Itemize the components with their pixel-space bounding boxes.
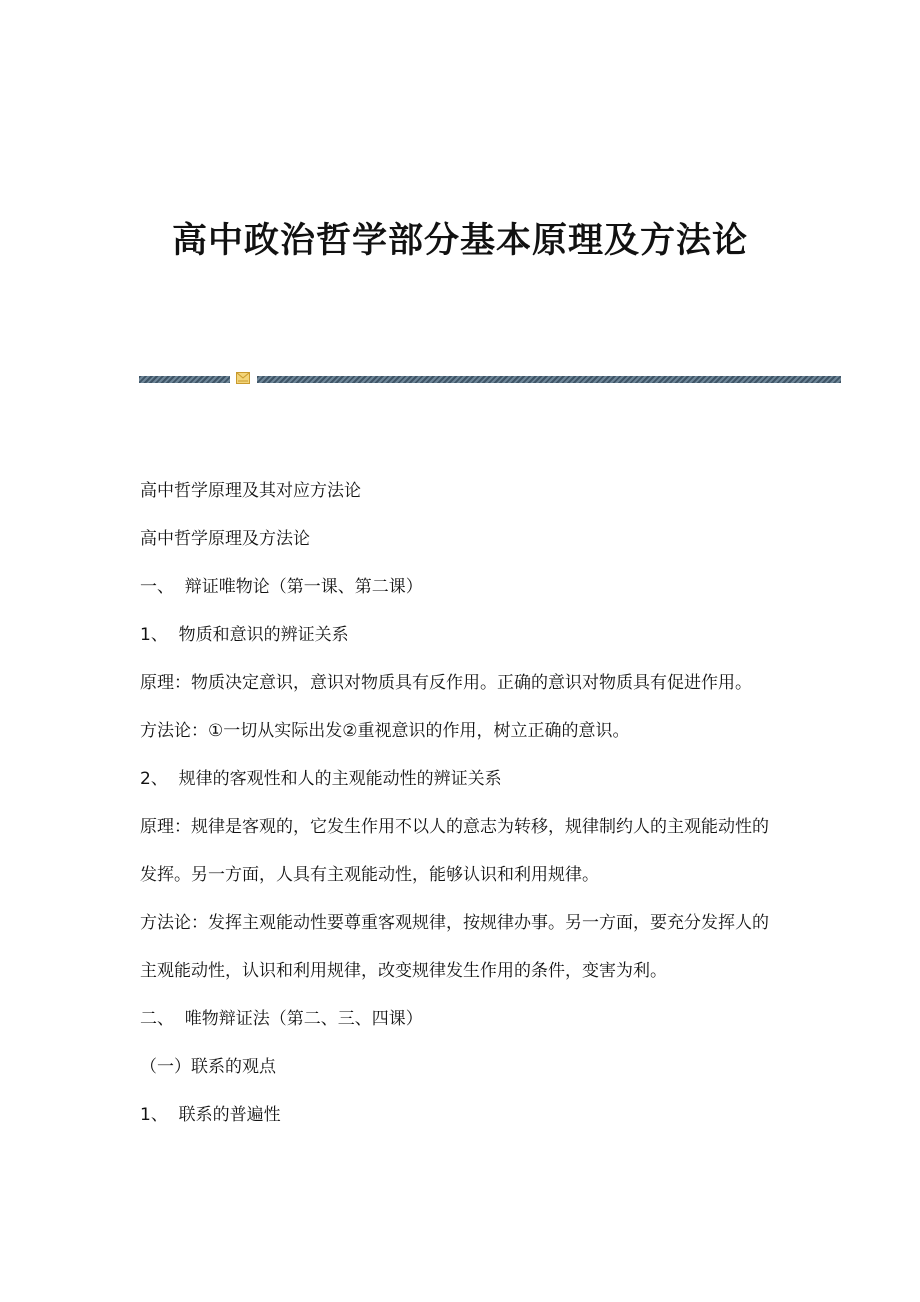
paragraph-subheading: 高中哲学原理及方法论 (140, 529, 310, 549)
topic-heading: 2、 规律的客观性和人的主观能动性的辨证关系 (140, 769, 502, 789)
methodology-paragraph: 方法论：发挥主观能动性要尊重客观规律，按规律办事。另一方面，要充分发挥人的主观能动性，认识和利用规律，改变规律发生作用的条件，变害为利。 (140, 913, 769, 981)
document-body (140, 467, 780, 1139)
principle-paragraph: 原理：规律是客观的，它发生作用不以人的意志为转移，规律制约人的主观能动性的发挥。另一方面，人具有主观能动性，能够认识和利用规律。 (140, 817, 769, 885)
section-heading: 二、 唯物辩证法（第二、三、四课） (140, 1009, 423, 1029)
divider-bar-left (139, 376, 230, 383)
divider-bar-right (257, 376, 841, 383)
paragraph-heading: 高中哲学原理及其对应方法论 (140, 481, 361, 501)
principle-paragraph: 原理：物质决定意识，意识对物质具有反作用。正确的意识对物质具有促进作用。 (140, 673, 752, 693)
document-title: 高中政治哲学部分基本原理及方法论 (171, 220, 748, 261)
folded-envelope-icon (236, 372, 250, 384)
methodology-paragraph: 方法论：①一切从实际出发②重视意识的作用，树立正确的意识。 (140, 721, 630, 741)
section-heading: 一、 辩证唯物论（第一课、第二课） (140, 577, 423, 597)
subsection-heading: （一）联系的观点 (140, 1057, 276, 1077)
title-divider (139, 372, 841, 386)
topic-heading: 1、 物质和意识的辨证关系 (140, 625, 349, 645)
topic-heading: 1、 联系的普遍性 (140, 1105, 281, 1125)
